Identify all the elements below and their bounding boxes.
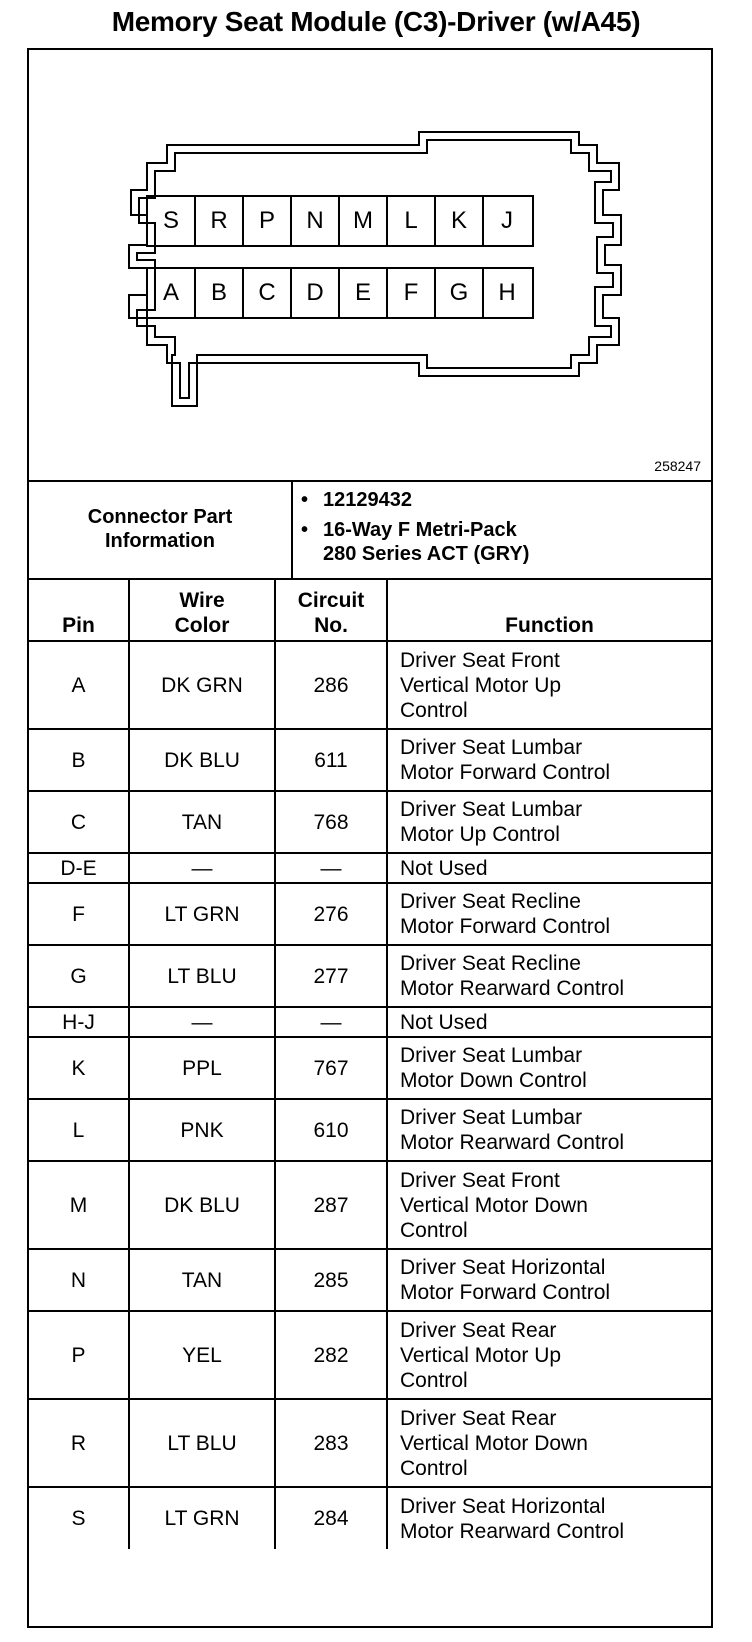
function-line: Motor Rearward Control	[400, 977, 625, 1000]
function-cell	[387, 1037, 711, 1099]
header-wire-color	[129, 579, 275, 641]
table-row	[29, 1249, 711, 1311]
pin-cell: P	[29, 1311, 129, 1399]
connector-info-label-line1: Connector Part	[87, 506, 233, 528]
table-row	[29, 883, 711, 945]
table-row	[29, 641, 711, 729]
header-wire-color-line2: Color	[174, 614, 230, 637]
pin-cavity-l: L	[404, 207, 418, 234]
circuit-number-cell: 276	[275, 883, 387, 945]
function-line: Driver Seat Rear	[400, 1318, 557, 1342]
circuit-number-cell: 282	[275, 1311, 387, 1399]
header-pin: Pin	[29, 579, 129, 641]
pin-cell: B	[29, 729, 129, 791]
circuit-number-cell: 768	[275, 791, 387, 853]
function-line: Motor Down Control	[400, 1069, 587, 1092]
function-line: Control	[400, 1218, 468, 1242]
circuit-number-cell: —	[275, 1007, 387, 1037]
wire-color-cell: DK GRN	[129, 641, 275, 729]
bullet-icon: •	[301, 489, 309, 511]
function-line: Driver Seat Lumbar	[400, 798, 583, 821]
pin-cavity-d: D	[306, 279, 324, 306]
pinout-table-body	[29, 641, 711, 1549]
function-line: Driver Seat Rear	[400, 1406, 557, 1430]
pin-cell: M	[29, 1161, 129, 1249]
connector-info	[29, 480, 711, 580]
table-row	[29, 1099, 711, 1161]
function-line: Control	[400, 698, 468, 722]
connector-description-line2: 280 Series ACT (GRY)	[323, 543, 530, 565]
function-line: Vertical Motor Up	[400, 1343, 562, 1367]
pin-cavity-b: B	[210, 279, 227, 306]
pin-cavity-m: M	[353, 207, 373, 234]
connector-info-item	[301, 518, 529, 566]
circuit-number-cell: 767	[275, 1037, 387, 1099]
table-row	[29, 791, 711, 853]
pin-cavity-e: E	[354, 279, 371, 306]
diagram-part-number: 258247	[654, 458, 701, 474]
header-circuit-line2: No.	[314, 614, 348, 637]
function-cell	[387, 1007, 711, 1037]
pin-cavity-c: C	[258, 279, 276, 306]
pin-cell: K	[29, 1037, 129, 1099]
wire-color-cell: LT BLU	[129, 1399, 275, 1487]
pin-cavity-p: P	[258, 207, 275, 234]
connector-part-number: 12129432	[323, 489, 412, 511]
connector-outline	[29, 50, 711, 480]
function-cell	[387, 945, 711, 1007]
wire-color-cell: —	[129, 1007, 275, 1037]
pin-cavity-a: A	[162, 279, 179, 306]
pin-cell: R	[29, 1399, 129, 1487]
function-line: Motor Up Control	[400, 823, 560, 846]
pin-cell: A	[29, 641, 129, 729]
circuit-number-cell: 285	[275, 1249, 387, 1311]
pin-cavity-k: K	[450, 207, 467, 234]
function-cell	[387, 1311, 711, 1399]
table-row	[29, 1007, 711, 1037]
wire-color-cell: —	[129, 853, 275, 883]
table-row	[29, 1399, 711, 1487]
pin-cell: H-J	[29, 1007, 129, 1037]
function-line: Driver Seat Horizontal	[400, 1494, 606, 1518]
wire-color-cell: TAN	[129, 1249, 275, 1311]
table-row	[29, 1161, 711, 1249]
bullet-icon: •	[301, 519, 309, 541]
wire-color-cell: TAN	[129, 791, 275, 853]
pin-cavity-f: F	[403, 279, 419, 306]
function-line: Driver Seat Front	[400, 1168, 560, 1192]
pin-cell: L	[29, 1099, 129, 1161]
function-cell	[387, 853, 711, 883]
page-title: Memory Seat Module (C3)-Driver (w/A45)	[111, 6, 641, 37]
wire-color-cell: PPL	[129, 1037, 275, 1099]
connector-info-item	[301, 488, 529, 512]
function-cell	[387, 1399, 711, 1487]
pin-cavity-r: R	[210, 207, 228, 234]
pin-cell: C	[29, 791, 129, 853]
circuit-number-cell: 287	[275, 1161, 387, 1249]
function-cell	[387, 1487, 711, 1549]
wire-color-cell: LT GRN	[129, 1487, 275, 1549]
function-line: Not Used	[400, 1010, 488, 1034]
table-row	[29, 729, 711, 791]
circuit-number-cell: 284	[275, 1487, 387, 1549]
function-cell	[387, 791, 711, 853]
function-line: Driver Seat Lumbar	[400, 1106, 583, 1129]
table-row	[29, 1037, 711, 1099]
function-line: Driver Seat Lumbar	[400, 1044, 583, 1067]
function-line: Driver Seat Recline	[400, 890, 581, 913]
function-line: Control	[400, 1456, 468, 1480]
wire-color-cell: YEL	[129, 1311, 275, 1399]
connector-info-label-line2: Information	[105, 530, 215, 552]
function-line: Vertical Motor Up	[400, 673, 562, 697]
pin-cell: S	[29, 1487, 129, 1549]
connector-description-line1: 16-Way F Metri-Pack	[323, 519, 517, 541]
circuit-number-cell: 283	[275, 1399, 387, 1487]
function-line: Vertical Motor Down	[400, 1193, 588, 1217]
function-line: Vertical Motor Down	[400, 1431, 588, 1455]
function-line: Motor Forward Control	[400, 761, 611, 784]
function-cell	[387, 641, 711, 729]
table-row	[29, 1311, 711, 1399]
circuit-number-cell: 286	[275, 641, 387, 729]
pin-cell: G	[29, 945, 129, 1007]
pin-cavity-n: N	[306, 207, 324, 234]
pin-cavity-g: G	[449, 279, 469, 306]
wire-color-cell: LT BLU	[129, 945, 275, 1007]
circuit-number-cell: 610	[275, 1099, 387, 1161]
table-row	[29, 1487, 711, 1549]
connector-description	[323, 518, 529, 566]
function-line: Motor Rearward Control	[400, 1519, 625, 1543]
function-line: Motor Rearward Control	[400, 1131, 625, 1154]
header-circuit-no	[275, 579, 387, 641]
function-cell	[387, 1161, 711, 1249]
wire-color-cell: LT GRN	[129, 883, 275, 945]
table-header-row	[29, 579, 711, 641]
table-row	[29, 945, 711, 1007]
wire-color-cell: DK BLU	[129, 729, 275, 791]
function-line: Driver Seat Lumbar	[400, 736, 583, 759]
pin-cavity-j: J	[501, 207, 513, 234]
circuit-number-cell: 611	[275, 729, 387, 791]
function-line: Control	[400, 1368, 468, 1392]
connector-frame	[27, 48, 713, 1628]
pin-cavity-h: H	[498, 279, 516, 306]
function-cell	[387, 729, 711, 791]
pin-cell: F	[29, 883, 129, 945]
wire-color-cell: PNK	[129, 1099, 275, 1161]
function-line: Motor Forward Control	[400, 1281, 611, 1304]
function-cell	[387, 1249, 711, 1311]
table-row	[29, 853, 711, 883]
function-line: Driver Seat Front	[400, 648, 560, 672]
header-function: Function	[387, 579, 711, 641]
pin-cavity-s: S	[162, 207, 179, 234]
pin-cell: D-E	[29, 853, 129, 883]
pin-cell: N	[29, 1249, 129, 1311]
pinout-table	[29, 578, 711, 1549]
header-wire-color-line1: Wire	[179, 589, 225, 612]
connector-info-label	[29, 480, 293, 578]
connector-info-list	[301, 488, 529, 566]
function-cell	[387, 883, 711, 945]
header-circuit-line1: Circuit	[297, 589, 365, 612]
function-line: Not Used	[400, 856, 488, 880]
function-line: Driver Seat Horizontal	[400, 1256, 606, 1279]
function-cell	[387, 1099, 711, 1161]
function-line: Driver Seat Recline	[400, 952, 581, 975]
circuit-number-cell: —	[275, 853, 387, 883]
circuit-number-cell: 277	[275, 945, 387, 1007]
connector-diagram	[29, 50, 711, 482]
wire-color-cell: DK BLU	[129, 1161, 275, 1249]
function-line: Motor Forward Control	[400, 915, 611, 938]
